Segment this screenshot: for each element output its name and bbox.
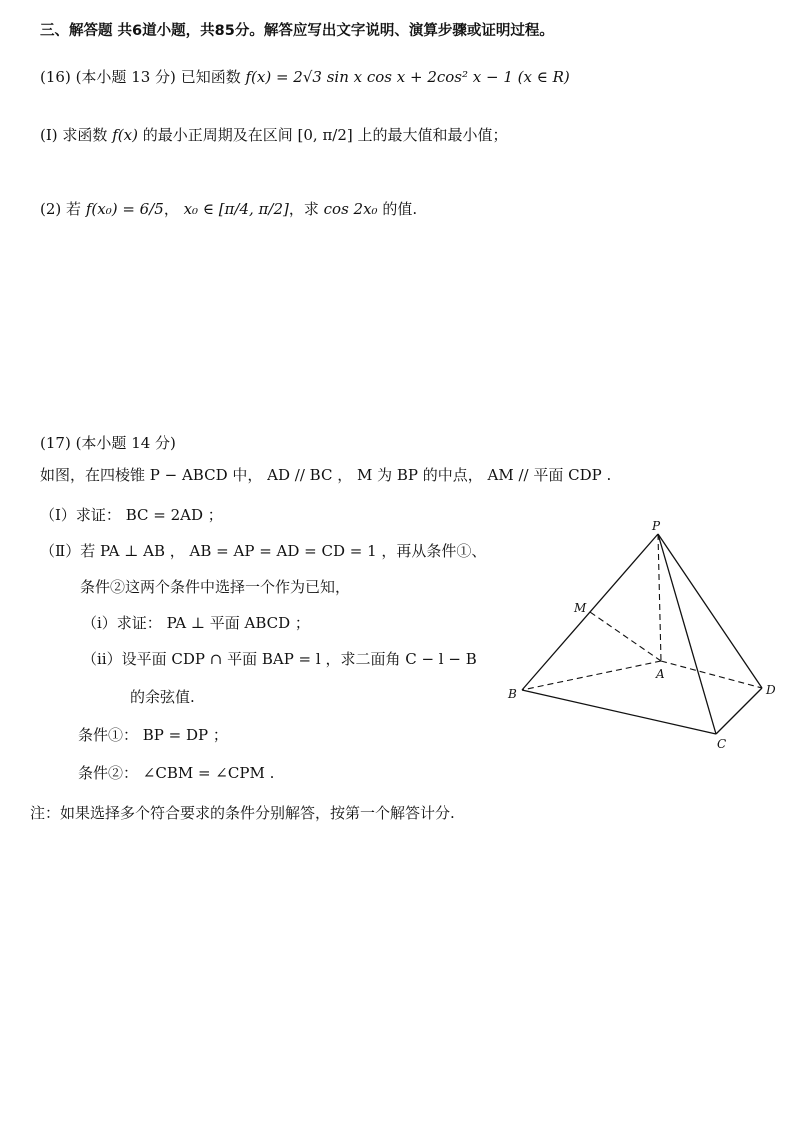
q17-part1: （Ⅰ）求证： BC = 2AD ； [40,506,223,524]
q16-part2: (2) 若 f(x₀) = 6/5， x₀ ∈ [π/4, π/2]，求 cos 2x₀ 的值. [40,200,418,218]
pyramid-figure [500,520,794,780]
q16-part2-domain: x₀ ∈ [π/4, π/2] [183,200,289,218]
q16-function-expr: f(x) = 2√3 sin x cos x + 2cos² x − 1 (x ∈ R) [245,68,570,86]
q16-part2-text-c: 的值. [382,200,418,218]
q16-part1-interval: [0, π/2] [297,126,353,144]
q16-part1-label: (Ⅰ) [40,126,58,144]
segment-AM [590,612,661,661]
label-B: B [508,687,517,701]
q16-part1-text-b: 的最小正周期及在区间 [142,126,293,144]
label-M: M [574,601,587,615]
label-A: A [656,667,665,681]
q16-label: (16) [40,68,71,86]
q16-part2-label: (2) [40,200,62,218]
q17-intro: 如图，在四棱锥 P − ABCD 中， AD // BC ， M 为 BP 的中点， AM // 平面 CDP . [40,466,612,484]
q17-sub-i: （ⅰ）求证： PA ⊥ 平面 ABCD ； [82,614,310,632]
q16-part1-text-a: 求函数 [62,126,108,144]
q16-part2-text-a: 若 [66,200,82,218]
edge-PC [658,534,716,734]
q16-part1-func: f(x) [112,126,138,144]
q16-part2-cond: f(x₀) = 6/5 [85,200,164,218]
q17-cond2: 条件②： ∠CBM = ∠CPM . [78,764,275,782]
label-P: P [652,520,661,533]
q16-part1-text-c: 上的最大值和最小值； [357,126,508,144]
scoring-note: 注：如果选择多个符合要求的条件分别解答，按第一个解答计分. [30,804,455,822]
q17-label: (17) [40,434,71,452]
q16-intro: 已知函数 [180,68,241,86]
edge-BC [522,690,716,734]
q17-points: (本小题 14 分) [75,434,176,452]
q16-header [40,66,570,88]
q16-points: (本小题 13 分) [75,68,176,86]
q16-part2-target: cos 2x₀ [323,200,378,218]
edge-CD [716,688,762,734]
q17-part2-b: 条件②这两个条件中选择一个作为已知， [80,578,351,596]
label-D: D [766,683,776,697]
q16-part1 [40,124,508,146]
q17-header [40,432,176,454]
q16-part2-text-b: ，求 [288,200,319,218]
q17-part2-a: （Ⅱ）若 PA ⊥ AB ， AB = AP = AD = CD = 1 ，再从条件①、 [40,542,487,560]
q17-sub-ii-b: 的余弦值. [130,688,195,706]
section-header: 三、解答题 共6道小题，共85分。解答应写出文字说明、演算步骤或证明过程。 [40,23,554,39]
edge-PA [658,534,661,661]
label-C: C [717,737,727,751]
q17-sub-ii-a: （ⅱ）设平面 CDP ∩ 平面 BAP = l ，求二面角 C − l − B [82,650,477,668]
edge-PB [522,534,658,690]
q17-cond1: 条件①： BP = DP ； [78,726,228,744]
